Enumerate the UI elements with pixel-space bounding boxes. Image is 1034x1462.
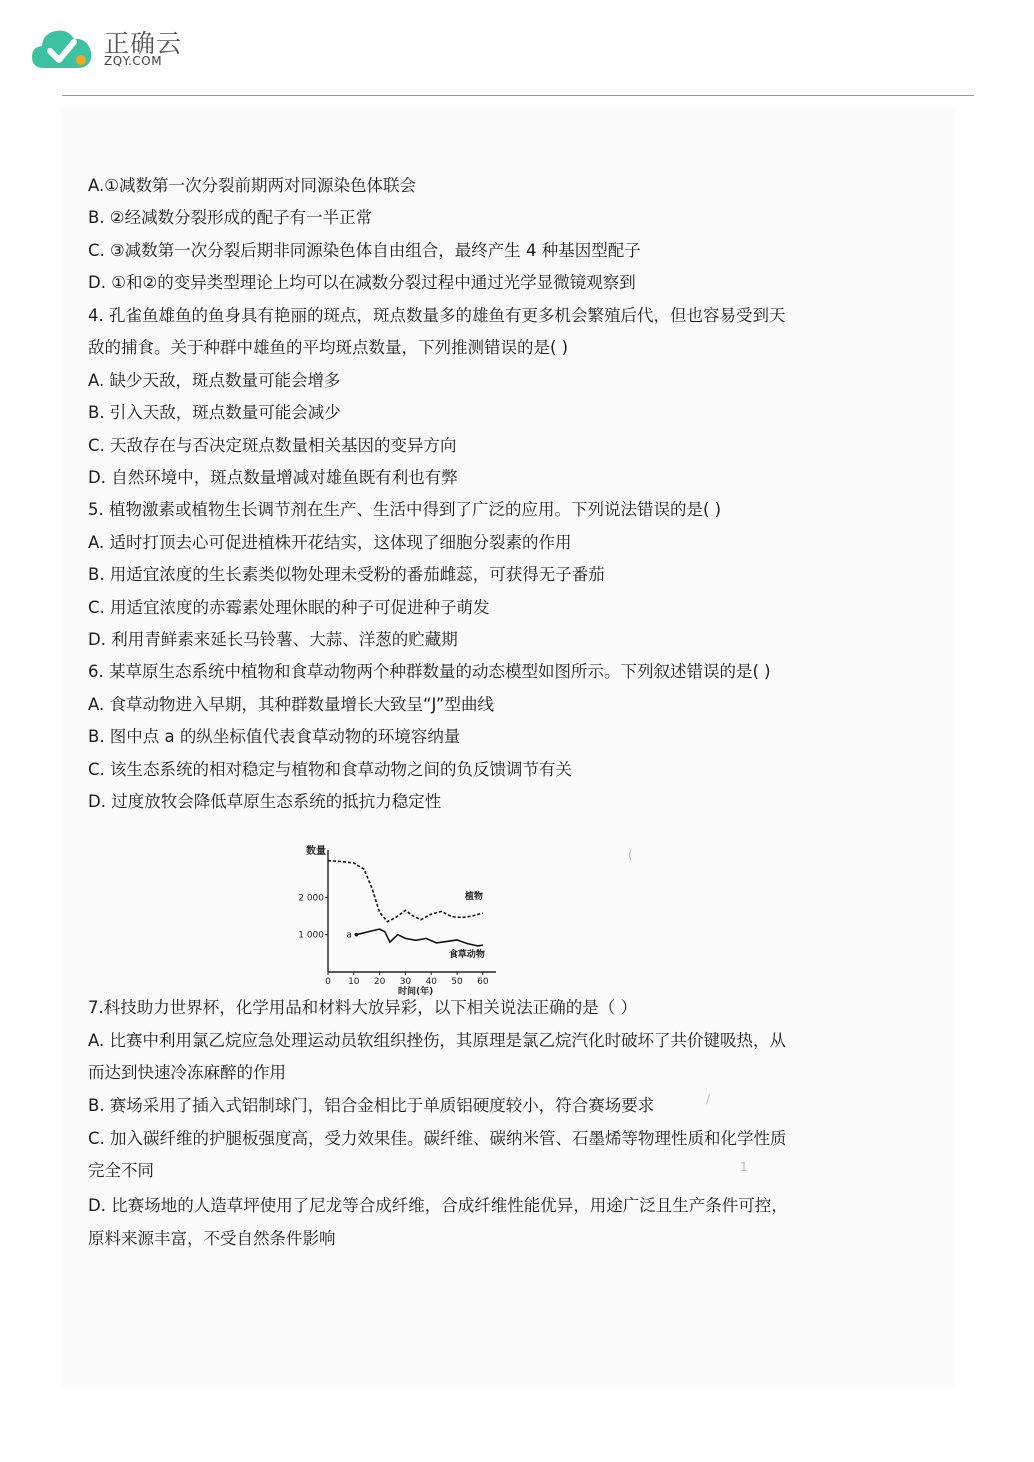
series-label: 植物 xyxy=(464,892,483,903)
text-line: A. 食草动物进入早期，其种群数量增长大致呈“J”型曲线 xyxy=(88,695,494,714)
scanned-page xyxy=(62,108,954,1386)
text-line: A. 缺少天敌，斑点数量可能会增多 xyxy=(88,371,341,390)
text-line: 6. 某草原生态系统中植物和食草动物两个种群数量的动态模型如图所示。下列叙述错误的是( ) xyxy=(88,662,771,681)
text-line: B. 赛场采用了插入式铝制球门，铝合金相比于单质铝硬度较小，符合赛场要求 xyxy=(88,1096,655,1115)
x-tick-label: 10 xyxy=(348,977,360,987)
text-line: D. 过度放牧会降低草原生态系统的抵抗力稳定性 xyxy=(88,792,442,811)
text-line: 4. 孔雀鱼雄鱼的鱼身具有艳丽的斑点，斑点数量多的雄鱼有更多机会繁殖后代，但也容易受到天 xyxy=(88,306,786,325)
brand-name: 正确云 xyxy=(104,29,183,58)
text-line: D. 利用青鲜素来延长马铃薯、大蒜、洋葱的贮藏期 xyxy=(88,630,458,649)
x-tick-label: 40 xyxy=(425,977,437,987)
population-chart xyxy=(298,840,500,997)
text-line: 敌的捕食。关于种群中雄鱼的平均斑点数量，下列推测错误的是( ) xyxy=(88,338,569,357)
page-header xyxy=(0,0,1034,100)
y-tick-label: 2 000 xyxy=(298,893,324,904)
text-line: B. 图中点 a 的纵坐标值代表食草动物的环境容纳量 xyxy=(88,727,461,746)
text-line: C. 天敌存在与否决定斑点数量相关基因的变异方向 xyxy=(88,436,457,455)
text-line: 7.科技助力世界杯，化学用品和材料大放异彩，以下相关说法正确的是（ ） xyxy=(88,998,637,1017)
text-line: C. 该生态系统的相对稳定与植物和食草动物之间的负反馈调节有关 xyxy=(88,760,573,779)
text-line: A. 比赛中利用氯乙烷应急处理运动员软组织挫伤，其原理是氯乙烷汽化时破坏了共价键吸热，从 xyxy=(88,1031,786,1050)
text-line: B. 用适宜浓度的生长素类似物处理未受粉的番茄雌蕊，可获得无子番茄 xyxy=(88,565,605,584)
cloud-check-icon xyxy=(30,22,94,72)
text-line: A. 适时打顶去心可促进植株开花结实，这体现了细胞分裂素的作用 xyxy=(88,533,572,552)
text-line: C. ③减数第一次分裂后期非同源染色体自由组合，最终产生 4 种基因型配子 xyxy=(88,241,641,260)
text-line: A.①减数第一次分裂前期两对同源染色体联会 xyxy=(88,176,417,195)
text-line: B. 引入天敌，斑点数量可能会减少 xyxy=(88,403,341,422)
text-line: 5. 植物激素或植物生长调节剂在生产、生活中得到了广泛的应用。下列说法错误的是( ) xyxy=(88,500,722,519)
text-line: 原料来源丰富，不受自然条件影响 xyxy=(88,1229,336,1248)
point-a xyxy=(355,933,359,937)
scan-speck: / xyxy=(706,1092,711,1106)
text-line: C. 用适宜浓度的赤霉素处理休眠的种子可促进种子萌发 xyxy=(88,598,490,617)
text-line: C. 加入碳纤维的护腿板强度高，受力效果佳。碳纤维、碳纳米管、石墨烯等物理性质和化学性质 xyxy=(88,1129,787,1148)
x-tick-label: 50 xyxy=(451,977,463,987)
series-label: 食草动物 xyxy=(448,950,485,961)
x-axis-label: 时间(年) xyxy=(398,987,434,997)
y-axis-label: 数量 xyxy=(306,846,326,857)
brand-domain: ZQY.COM xyxy=(104,54,163,68)
text-line: D. 比赛场地的人造草坪使用了尼龙等合成纤维，合成纤维性能优异，用途广泛且生产条件可控， xyxy=(88,1196,788,1215)
text-line: D. 自然环境中，斑点数量增减对雄鱼既有利也有弊 xyxy=(88,468,458,487)
text-line: 完全不同 xyxy=(88,1161,154,1180)
y-tick-label: 1 000 xyxy=(298,930,324,941)
scan-speck: 1 xyxy=(740,1160,748,1174)
text-line: B. ②经减数分裂形成的配子有一半正常 xyxy=(88,208,373,227)
series-line-0 xyxy=(328,861,483,922)
x-tick-label: 30 xyxy=(399,977,412,987)
scan-speck: ( xyxy=(628,848,633,862)
header-divider xyxy=(62,95,974,96)
series-line-1 xyxy=(356,929,482,946)
x-tick-label: 0 xyxy=(325,977,331,987)
text-line: D. ①和②的变异类型理论上均可以在减数分裂过程中通过光学显微镜观察到 xyxy=(88,273,636,292)
point-a-label: a xyxy=(346,930,352,941)
text-line: 而达到快速冷冻麻醉的作用 xyxy=(88,1063,286,1082)
x-tick-label: 20 xyxy=(373,977,386,987)
x-tick-label: 60 xyxy=(477,977,489,987)
